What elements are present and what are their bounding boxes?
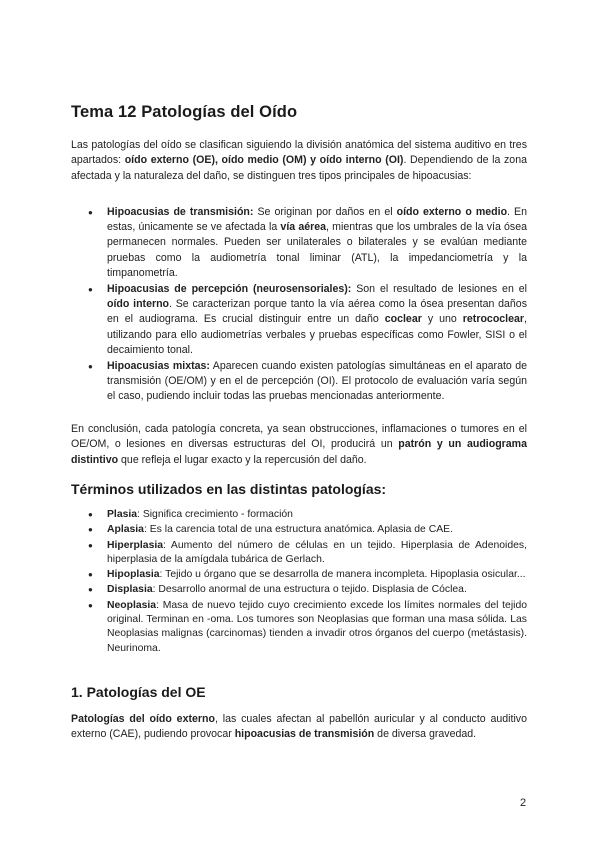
conclusion-text-1: En conclusión, cada patología concreta, ya sean obstrucciones, inflamaciones o tumores en el OE/OM, o lesiones en diversas estructuras del OI, producirá un [71,423,527,451]
item-heading: Hipoacusias de transmisión: [107,206,254,218]
item-text: Aparecen cuando existen patologías simultáneas en el aparato de transmisión (OE/OM) y en el de percepción (OI). El protocolo de evaluación varía según el caso, pudiendo incluir todas las pruebas mencionadas anteriormente. [107,360,528,403]
list-item-percepcion [71,282,527,358]
outro-text-1: , las cuales afectan al pabellón auricular y al conducto auditivo externo (CAE), pudiendo provocar [71,713,527,741]
hipoacusia-types-list [71,205,527,406]
outro-bold-2: hipoacusias de transmisión [234,728,375,741]
term-desc: : Aumento del número de células en un tejido. Hiperplasia de Adenoides, hiperplasia de la amígdala tubárica de Gerlach. [107,539,527,565]
terms-heading: Términos utilizados en las distintas patologías: [71,481,387,497]
term-desc: : Desarrollo anormal de una estructura o tejido. Displasia de Cóclea. [152,584,467,596]
term-name: Hipoplasia [107,569,160,581]
conclusion-text-2: que refleja el lugar exacto y la repercusión del daño. [118,453,367,466]
page-number: 2 [520,797,527,809]
term-item [71,508,527,522]
item-bold: oído interno [107,298,170,311]
conclusion-bold: patrón y un audiograma distintivo [71,438,527,466]
outro-text-2: de diversa gravedad. [374,728,477,741]
term-item [71,523,527,537]
item-text: y uno [421,313,463,326]
term-desc: : Masa de nuevo tejido cuyo crecimiento excede los límites normales del tejido original. Terminan en -oma. Los tumores son Neoplasias que forman una masa sólida. Las Neoplasias malignas (carcinomas) tienden a invadir otros órganos del cuerpo (metástasis). Neurinoma. [107,599,527,654]
item-text: . Se caracterizan porque tanto la vía aérea como la ósea presentan daños en el audiograma. Es crucial distinguir entre un daño [107,298,527,326]
outro-bold-1: Patologías del oído externo [71,713,215,725]
term-name: Neoplasia [107,599,157,611]
item-heading: Hipoacusias mixtas: [107,360,210,373]
terms-list [71,508,527,657]
term-name: Displasia [107,584,153,596]
term-name: Plasia [107,509,138,520]
document-title: Tema 12 Patologías del Oído [71,103,298,121]
intro-text-2: . Dependiendo de la zona afectada y la naturaleza del daño, se distinguen tres tipos principales de hipoacusias: [71,154,527,182]
term-item [71,583,527,597]
item-bold: retrococlear [462,313,525,326]
intro-text-1: Las patologías del oído se clasifican siguiendo la división anatómica del sistema auditivo en tres apartados: [71,139,527,167]
item-bold: coclear [384,313,422,326]
term-desc: : Es la carencia total de una estructura anatómica. Aplasia de CAE. [143,524,453,536]
term-item [71,539,527,568]
intro-bold-1: oído externo (OE), oído medio (OM) y oído interno (OI) [124,154,404,167]
term-name: Hiperplasia [107,539,164,551]
term-desc: : Significa crecimiento - formación [137,509,293,520]
term-desc: : Tejido u órgano que se desarrolla de manera incompleta. Hipoplasia osicular... [159,569,526,581]
conclusion-paragraph [71,422,527,468]
item-text: Son el resultado de lesiones en el [351,283,527,296]
item-text: , mientras que los umbrales de la vía ósea permanecen normales. Pueden ser unilaterales o bilaterales y se evalúan mediante pruebas como la audiometría tonal liminar (ATL), la impedanciometría y la timpanometría. [107,221,527,279]
list-item-transmision [71,205,527,281]
item-text: . En estas, únicamente se ve afectada la [107,206,527,234]
term-name: Aplasia [107,524,144,536]
term-item [71,568,527,582]
item-text: , utilizando para ello audiometrías verbales y pruebas específicas como Fowler, SISI o el decaimiento tonal. [107,313,527,356]
section-heading: 1. Patologías del OE [71,684,206,700]
list-item-mixtas [71,359,527,405]
intro-paragraph [71,138,527,184]
item-text: Se originan por daños en el [253,206,397,218]
section-paragraph [71,712,527,743]
item-bold: oído externo o medio [396,206,508,218]
item-bold: vía aérea [280,221,327,234]
term-item [71,599,527,656]
item-heading: Hipoacusias de percepción (neurosensoriales): [107,283,352,296]
